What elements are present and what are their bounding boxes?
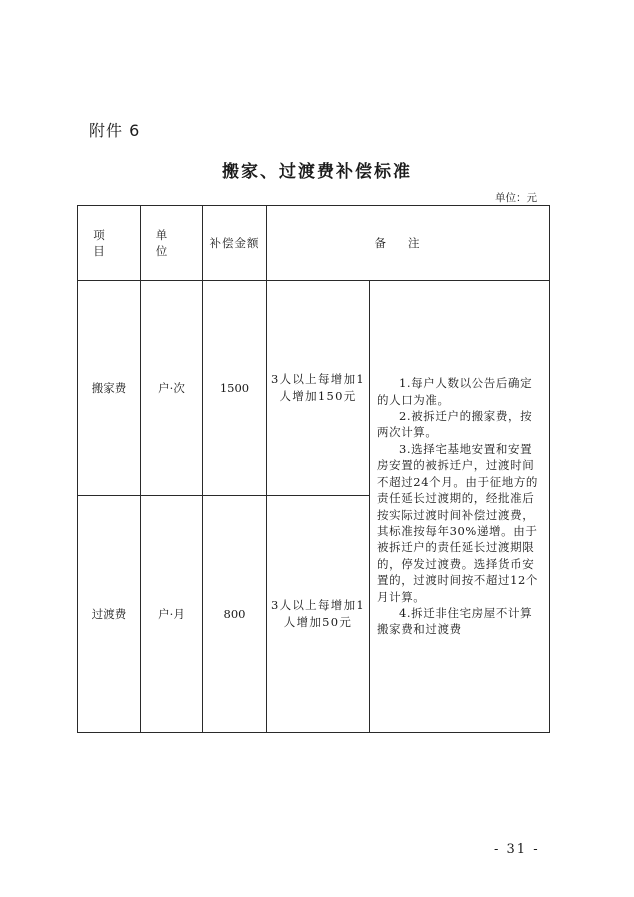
header-unit: 单位 xyxy=(141,206,203,281)
row-unit: 户·次 xyxy=(141,281,203,496)
row-item: 过渡费 xyxy=(78,496,141,733)
header-note: 备注 xyxy=(267,206,550,281)
row-amount: 1500 xyxy=(203,281,267,496)
attachment-label: 附件 6 xyxy=(89,121,141,140)
note-paragraph: 4.拆迁非住宅房屋不计算搬家费和过渡费 xyxy=(377,605,533,637)
header-item: 项目 xyxy=(78,206,141,281)
document-title: 搬家、过渡费补偿标准 xyxy=(222,162,412,182)
note-paragraph: 3.选择宅基地安置和安置房安置的被拆迁户，过渡时间不超过24个月。由于征地方的责任延长过渡期的，经批准后按实际过渡时间补偿过渡费，其标准按每年30%递增。由于被拆迁户的责任延长过渡期限的，停发过渡费。选择货币安置的，过渡时间按不超过12个月计算。 xyxy=(377,441,539,604)
row-item: 搬家费 xyxy=(78,281,141,496)
row-sub-note: 3人以上每增加1人增加50元 xyxy=(267,496,370,733)
row-amount: 800 xyxy=(203,496,267,733)
note-paragraph: 1.每户人数以公告后确定的人口为准。 xyxy=(377,376,533,407)
header-amount: 补偿金额 xyxy=(203,206,267,281)
row-sub-note: 3人以上每增加1人增加150元 xyxy=(267,281,370,496)
unit-label: 单位：元 xyxy=(495,192,537,204)
shared-note-cell xyxy=(370,281,550,733)
table-row xyxy=(78,281,550,496)
compensation-table xyxy=(77,205,550,733)
row-unit: 户·月 xyxy=(141,496,203,733)
page-number: - 31 - xyxy=(494,842,540,857)
note-paragraph: 2.被拆迁户的搬家费，按两次计算。 xyxy=(377,409,533,440)
table-header-row xyxy=(78,206,550,281)
